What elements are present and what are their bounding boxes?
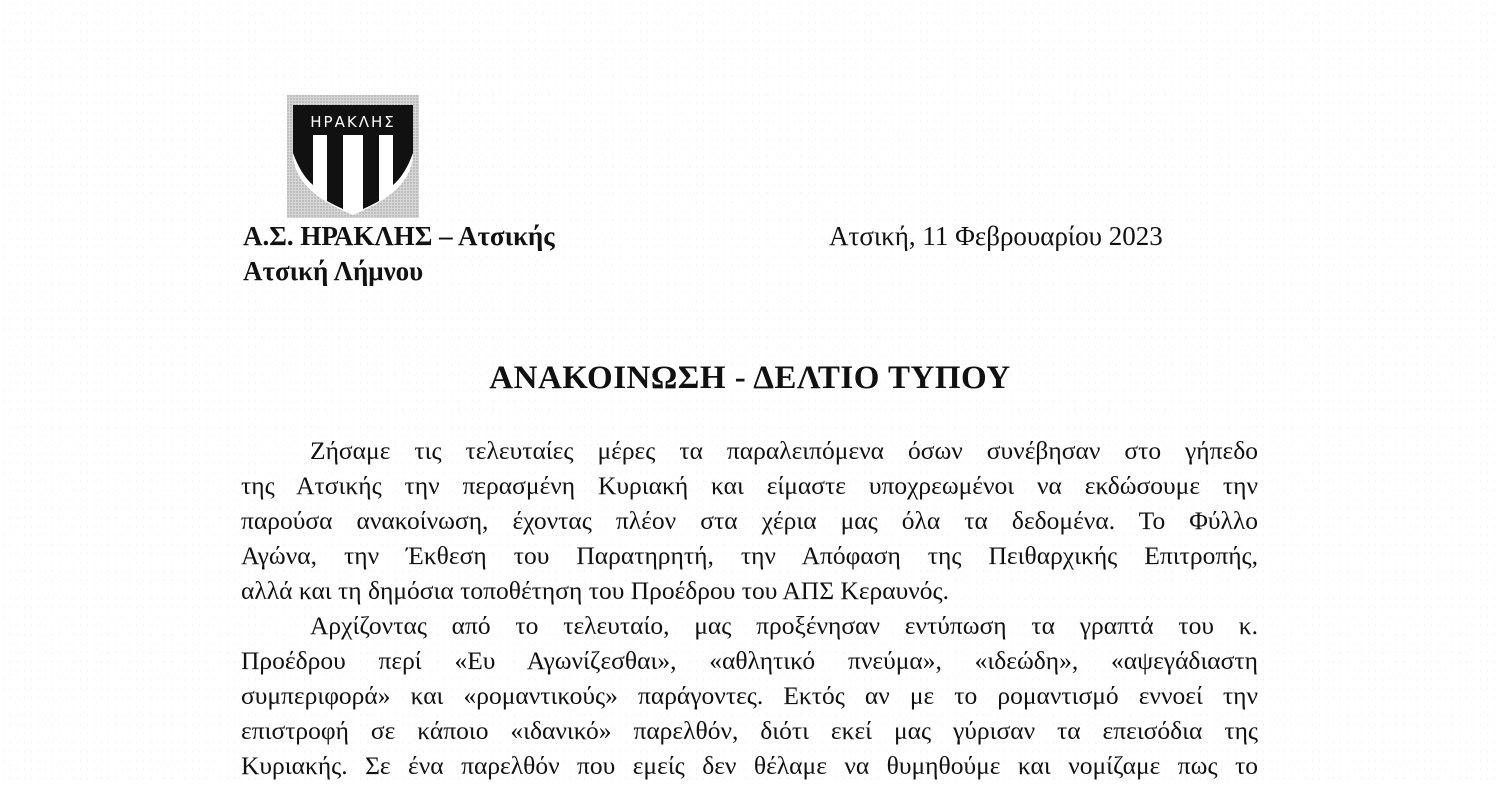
- shield-crest-icon: [287, 95, 419, 218]
- body-line: επιστροφή σε κάποιο «ιδανικό» παρελθόν, διότι εκεί μας γύρισαν τα επεισόδια της: [241, 716, 1258, 745]
- body-line: Ζήσαμε τις τελευταίες μέρες τα παραλειπόμενα όσων συνέβησαν στο γήπεδο: [310, 436, 1258, 465]
- club-location: Ατσική Λήμνου: [243, 256, 424, 286]
- club-name: Α.Σ. ΗΡΑΚΛΗΣ – Ατσικής: [243, 221, 555, 251]
- document-title: ΑΝΑΚΟΙΝΩΣΗ - ΔΕΛΤΙΟ ΤΥΠΟΥ: [489, 360, 1011, 396]
- body-line: της Ατσικής την περασμένη Κυριακή και είμαστε υποχρεωμένοι να εκδώσουμε την: [241, 471, 1258, 500]
- body-line: Προέδρου περί «Ευ Αγωνίζεσθαι», «αθλητικό πνεύμα», «ιδεώδη», «αψεγάδιαστη: [241, 646, 1258, 675]
- body-line: παρούσα ανακοίνωση, έχοντας πλέον στα χέρια μας όλα τα δεδομένα. Το Φύλλο: [241, 506, 1258, 535]
- body-line: Αρχίζοντας από το τελευταίο, μας προξένησαν εντύπωση τα γραπτά του κ.: [310, 611, 1258, 640]
- body-line: Αγώνα, την Έκθεση του Παρατηρητή, την Απόφαση της Πειθαρχικής Επιτροπής,: [241, 541, 1258, 570]
- club-logo: [287, 95, 419, 218]
- letterhead: [243, 219, 555, 289]
- body-line: Κυριακής. Σε ένα παρελθόν που εμείς δεν θέλαμε να θυμηθούμε και νομίζαμε πως το: [241, 751, 1258, 780]
- document-body: [241, 433, 1258, 783]
- body-line: αλλά και τη δημόσια τοποθέτηση του Προέδρου του ΑΠΣ Κεραυνός.: [241, 576, 950, 605]
- logo-lettering: ΗΡΑΚΛΗΣ: [310, 113, 396, 131]
- body-line: συμπεριφορά» και «ρομαντικούς» παράγοντες. Εκτός αν με το ρομαντισμό εννοεί την: [241, 681, 1258, 710]
- document-date: Ατσική, 11 Φεβρουαρίου 2023: [829, 221, 1163, 251]
